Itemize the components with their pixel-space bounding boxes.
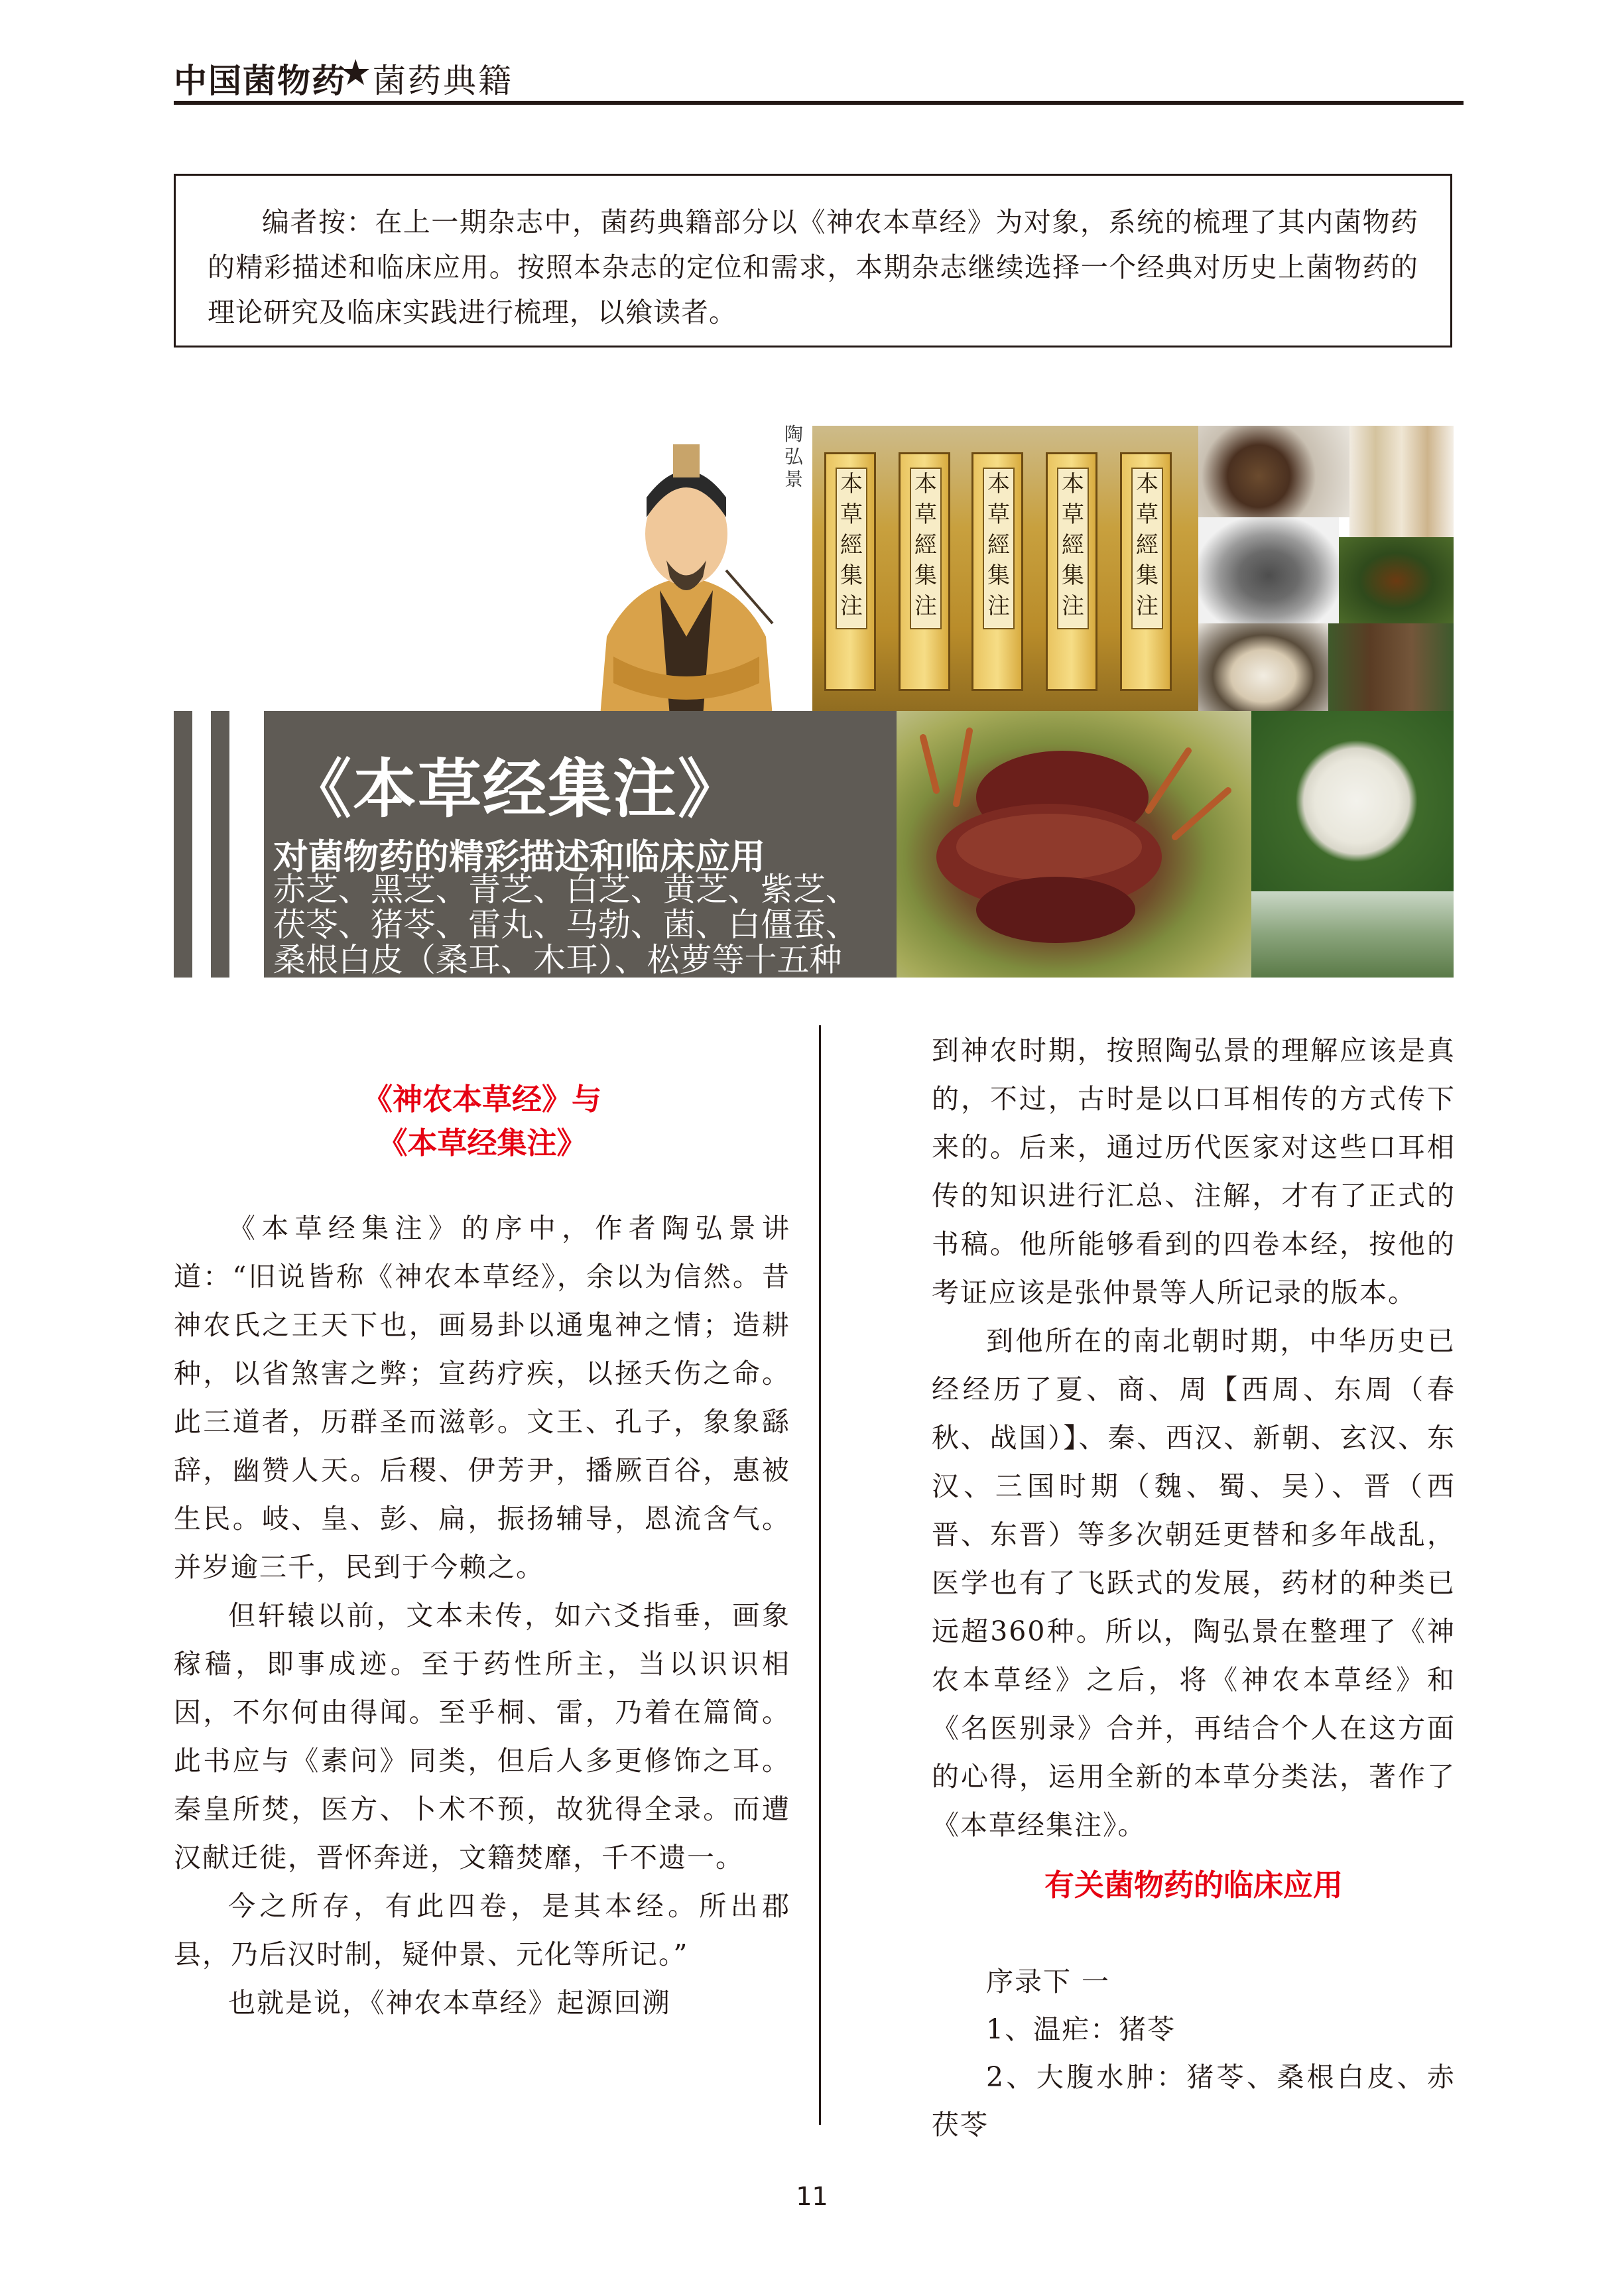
scroll-label: 本 草 經 集 注 xyxy=(983,468,1015,629)
scroll xyxy=(971,452,1023,691)
paragraph: 《本草经集注》的序中，作者陶弘景讲道：“旧说皆称《神农本草经》，余以为信然。昔神农氏之王天下也，画易卦以通鬼神之情；造耕种，以省煞害之弊；宣药疗疾，以拯夭伤之命。此三道者，历群圣而滋彰。文王、孔子，象象繇辞，幽赞人天。后稷、伊芳尹，播厥百谷，惠被生民。岐、皇、彭、扁，振扬辅导，恩流含气。并岁逾三千，民到于今赖之。 xyxy=(174,1212,790,1583)
star-icon: ★ xyxy=(340,52,372,94)
scroll-label: 本 草 經 集 注 xyxy=(910,468,942,629)
songluo-photo xyxy=(1251,891,1454,978)
scroll xyxy=(1120,452,1172,691)
book-scrolls-photo xyxy=(812,426,1198,718)
scroll xyxy=(899,452,950,691)
article-subtitle: 对菌物药的精彩描述和临床应用 xyxy=(273,837,765,877)
mushroom-photo xyxy=(1198,426,1349,517)
scroll-label: 本 草 經 集 注 xyxy=(836,468,867,629)
magazine-brand: 中国菌物药 xyxy=(174,61,346,100)
page-number: 11 xyxy=(796,2182,828,2211)
left-section-heading xyxy=(174,1078,790,1165)
mushroom-photo xyxy=(1339,537,1454,625)
mushroom-photo xyxy=(1198,623,1328,711)
scroll xyxy=(1046,452,1097,691)
puffball-photo xyxy=(1251,711,1454,891)
portrait-caption-char: 弘 xyxy=(784,446,804,468)
lingzhi-photo xyxy=(897,711,1251,978)
portrait-image xyxy=(560,418,812,716)
list-item: 2、大腹水肿：猪苓、桑根白皮、赤茯苓 xyxy=(932,2061,1456,2141)
mushroom-photo xyxy=(1349,426,1454,537)
paragraph: 到神农时期，按照陶弘景的理解应该是真的，不过，古时是以口耳相传的方式传下来的。后来，通过历代医家对这些口耳相传的知识进行汇总、注解，才有了正式的书稿。他所能够看到的四卷本经，按他的考证应该是张仲景等人所记录的版本。 xyxy=(932,1035,1456,1308)
left-column-body xyxy=(174,1204,790,2027)
paragraph: 今之所存，有此四卷，是其本经。所出郡县，乃后汉时制，疑仲景、元化等所记。” xyxy=(174,1890,790,1970)
paragraph: 但轩辕以前，文本未传，如六爻指垂，画象稼穑，即事成迹。至于药性所主，当以识识相因，不尔何由得闻。至乎桐、雷，乃着在篇简。此书应与《素问》同类，但后人多更修饰之耳。秦皇所焚，医方、卜术不预，故犹得全录。而遭汉献迁徙，晋怀奔迸，文籍焚靡，千不遗一。 xyxy=(174,1600,790,1873)
paragraph: 到他所在的南北朝时期，中华历史已经经历了夏、商、周【西周、东周（春秋、战国）】、秦、西汉、新朝、玄汉、东汉、三国时期（魏、蜀、吴）、晋（西晋、东晋）等多次朝廷更替和多年战乱，医学也有了飞跃式的发展，药材的种类已远超360种。所以，陶弘景在整理了《神农本草经》之后，将《神农本草经》和《名医别录》合并，再结合个人在这方面的心得，运用全新的本草分类法，著作了《本草经集注》。 xyxy=(932,1325,1456,1841)
scroll-label: 本 草 經 集 注 xyxy=(1057,468,1089,629)
fungi-list xyxy=(273,872,890,978)
scroll-label: 本 草 經 集 注 xyxy=(1131,468,1163,629)
article-title-box xyxy=(264,711,897,978)
mushroom-photo xyxy=(1198,517,1339,623)
lingzhi-icon xyxy=(897,711,1251,978)
decor-bar xyxy=(211,711,229,978)
list-item: 序录下 一 xyxy=(986,1966,1111,1997)
fungi-list-line: 桑根白皮（桑耳、木耳）、松萝等十五种 xyxy=(273,941,842,979)
mushroom-photo xyxy=(1328,623,1454,711)
list-item: 1、温疟：猪苓 xyxy=(986,2013,1176,2045)
portrait-caption-char: 陶 xyxy=(784,423,804,445)
fungi-list-line: 茯苓、猪苓、雷丸、马勃、菌、白僵蚕、 xyxy=(273,906,859,944)
fungi-list-line: 赤芝、黑芝、青芝、白芝、黄芝、紫芝、 xyxy=(273,871,859,909)
header-rule xyxy=(174,101,1464,105)
decor-bar xyxy=(174,711,192,978)
column-divider xyxy=(819,1025,821,2125)
portrait-caption xyxy=(784,423,808,491)
heading-line: 《本草经集注》 xyxy=(377,1125,587,1161)
clinical-list xyxy=(932,1958,1456,2149)
right-section-heading: 有关菌物药的临床应用 xyxy=(1044,1867,1343,1903)
right-column-body xyxy=(932,1027,1456,1850)
portrait-caption-char: 景 xyxy=(784,468,804,490)
section-title: 菌药典籍 xyxy=(373,62,513,100)
paragraph: 也就是说，《神农本草经》起源回溯 xyxy=(228,1987,671,2019)
article-title: 《本草经集注》 xyxy=(288,752,743,826)
editor-note-text: 编者按：在上一期杂志中，菌药典籍部分以《神农本草经》为对象，系统的梳理了其内菌物药的精彩描述和临床应用。按照本杂志的定位和需求，本期杂志继续选择一个经典对历史上菌物药的理论研究及临床实践进行梳理，以飨读者。 xyxy=(208,206,1418,328)
editor-note-box xyxy=(174,174,1452,348)
heading-line: 《神农本草经》与 xyxy=(362,1082,601,1117)
scroll xyxy=(824,452,876,691)
tao-hongjing-portrait-icon xyxy=(560,418,812,716)
